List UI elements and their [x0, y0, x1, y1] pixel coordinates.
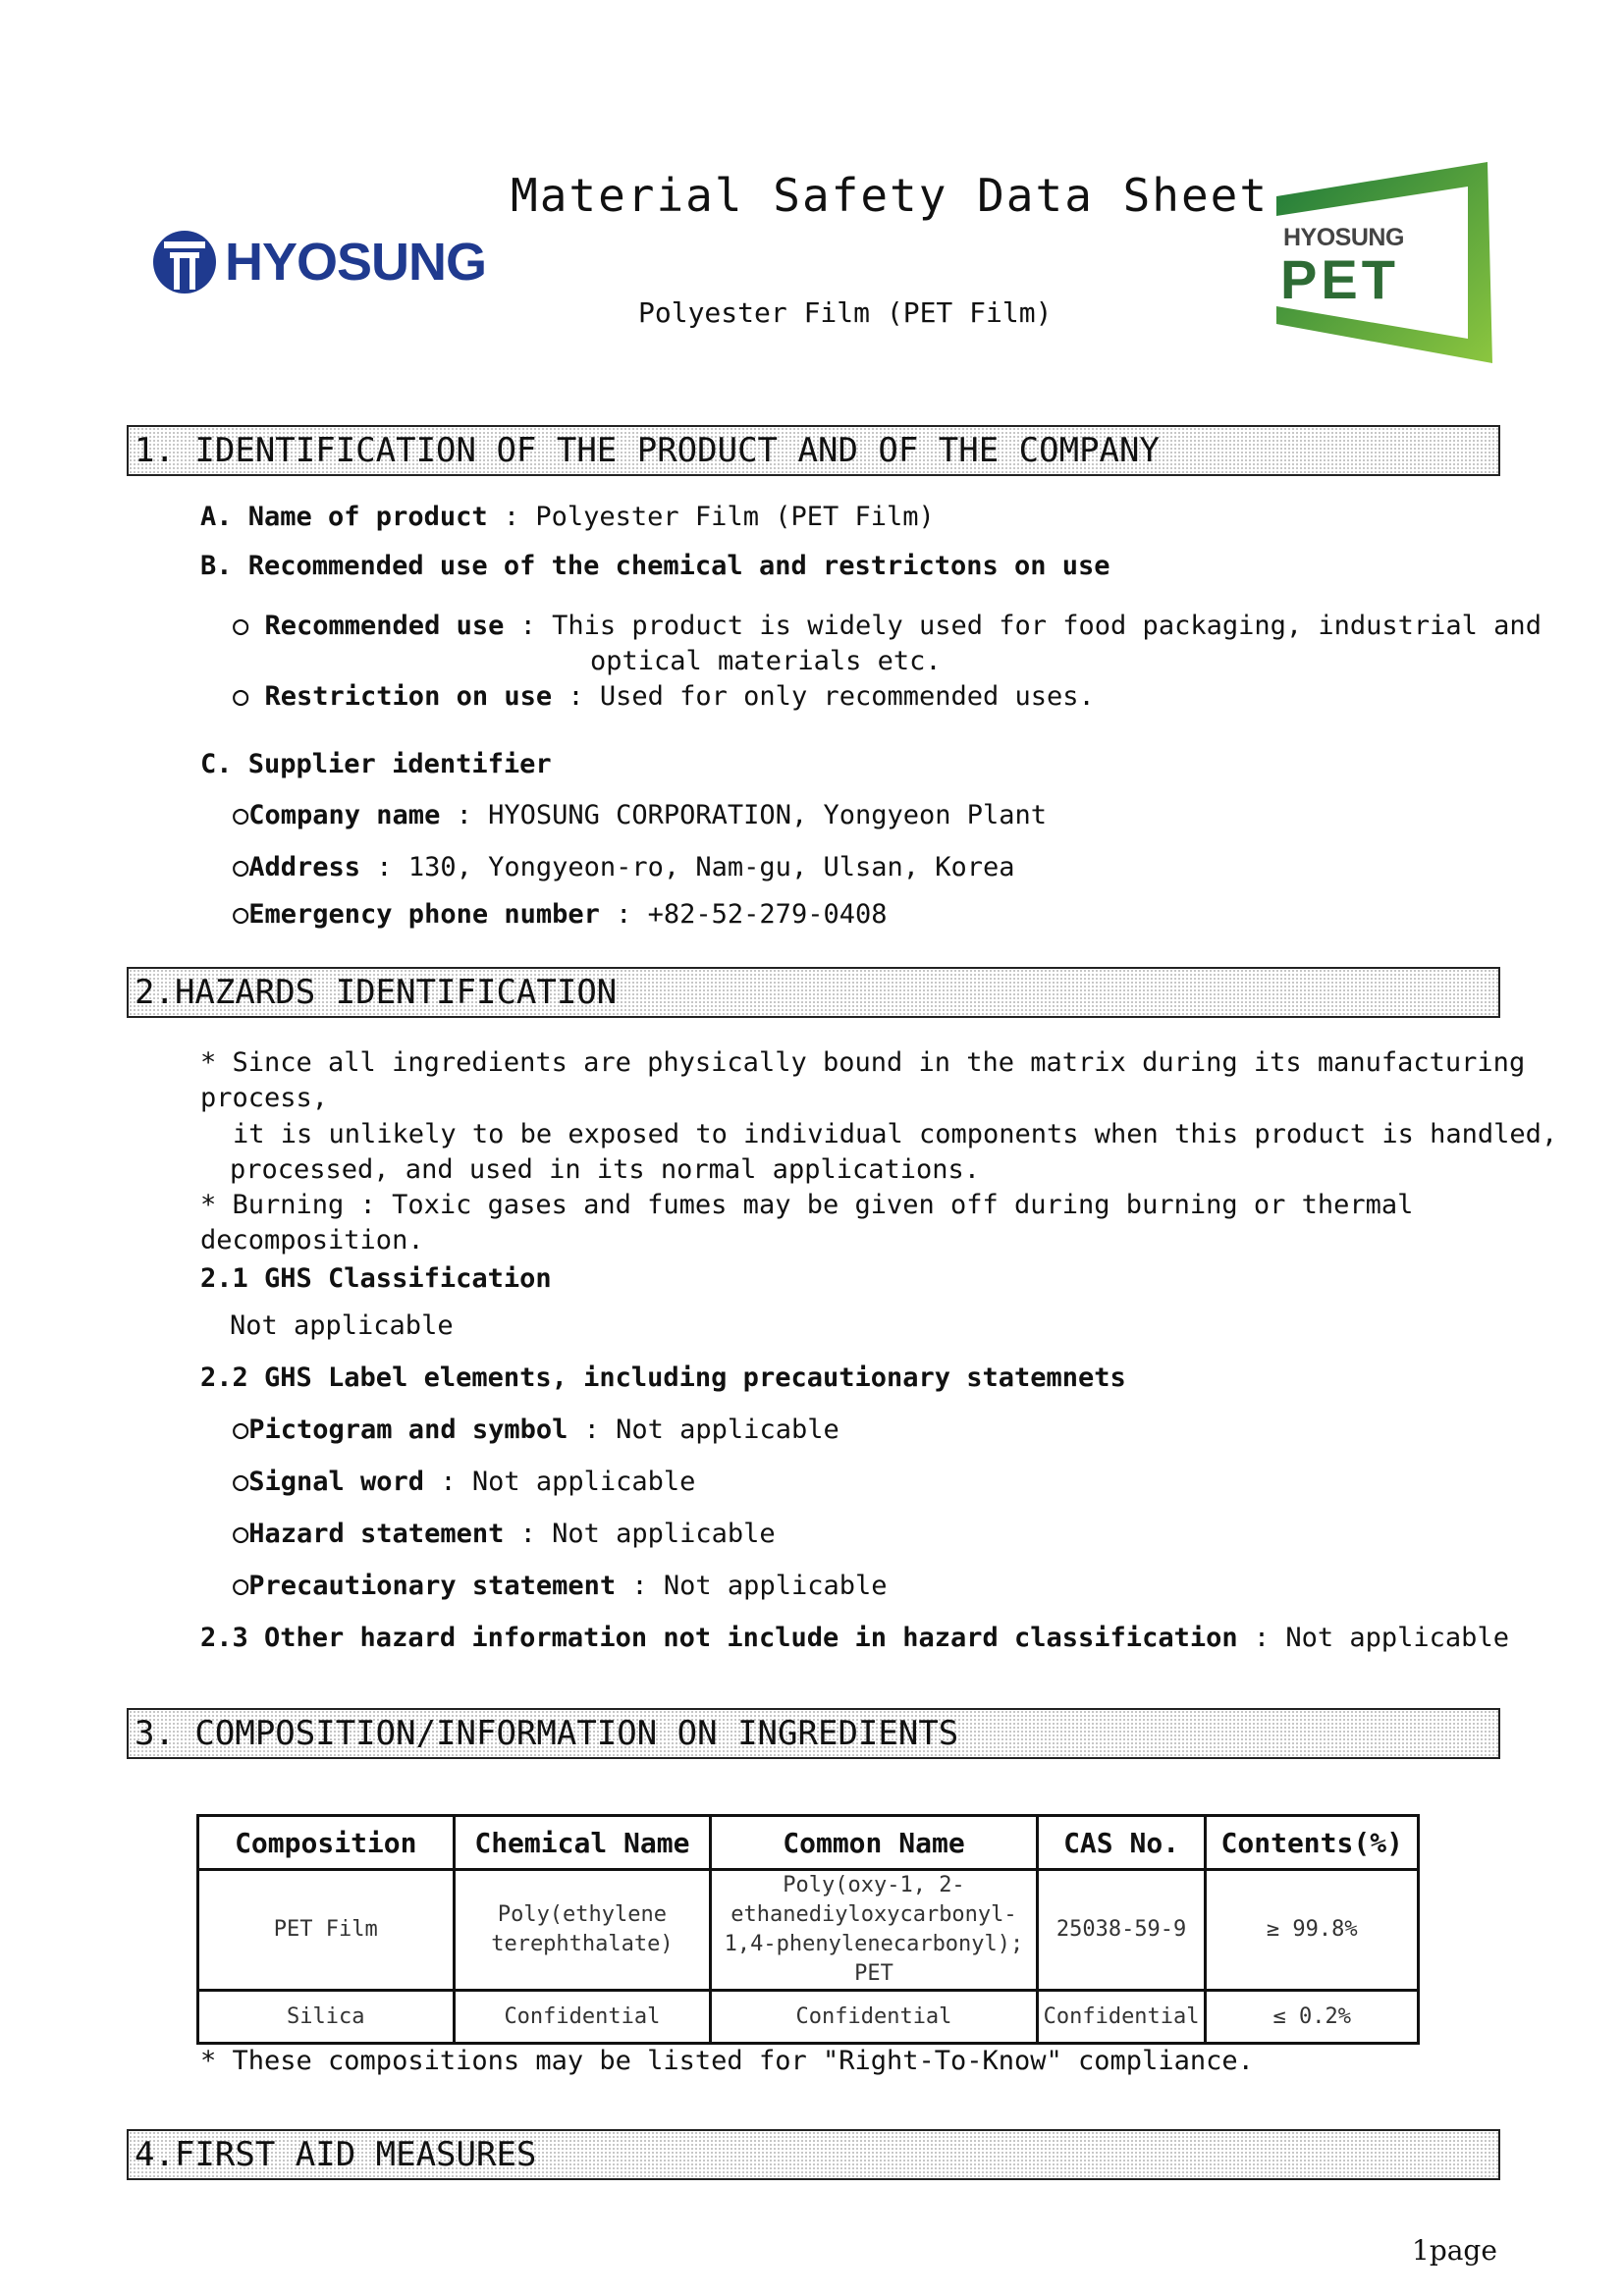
section-2-header	[127, 967, 1500, 1018]
ghs-classification-heading: 2.1 GHS Classification	[200, 1263, 552, 1294]
ghs-label-heading: 2.2 GHS Label elements, including precautionary statemnets	[200, 1362, 1126, 1393]
section-2-title: 2.HAZARDS IDENTIFICATION	[135, 973, 618, 1012]
table-cell: Silica	[198, 1991, 455, 2044]
address-row	[233, 850, 1015, 885]
phone-row	[233, 897, 887, 933]
section-1-header	[127, 425, 1500, 476]
table-cell: ≤ 0.2%	[1206, 1991, 1419, 2044]
section-3-title: 3. COMPOSITION/INFORMATION ON INGREDIENTS	[135, 1714, 959, 1753]
table-cell: 25038-59-9	[1037, 1870, 1206, 1991]
hazard-paragraph-1-cont2: it is unlikely to be exposed to individual components when this product is handled,	[233, 1119, 1558, 1149]
restriction-label: ○ Restriction on use	[233, 681, 553, 712]
table-row	[198, 1870, 1419, 1991]
phone-value: : +82-52-279-0408	[599, 899, 888, 930]
table-row	[198, 1991, 1419, 2044]
signal-word-label: ○Signal word	[233, 1467, 425, 1497]
table-cell: Poly(ethylene terephthalate)	[454, 1870, 711, 1991]
column-header: Common Name	[711, 1816, 1037, 1870]
table-cell: ≥ 99.8%	[1206, 1870, 1419, 1991]
table-cell: Confidential	[1037, 1991, 1206, 2044]
signal-word-row	[233, 1465, 695, 1500]
pictogram-row	[233, 1413, 839, 1448]
other-hazard-row	[200, 1621, 1509, 1656]
section-4-title: 4.FIRST AID MEASURES	[135, 2135, 537, 2174]
hazard-paragraph-1-cont3: processed, and used in its normal applications.	[230, 1154, 981, 1185]
section-4-header	[127, 2129, 1500, 2180]
hazard-statement-label: ○Hazard statement	[233, 1519, 505, 1549]
table-cell: Poly(oxy-1, 2-ethanediyloxycarbonyl-1,4-phenylenecarbonyl); PET	[711, 1870, 1037, 1991]
ghs-classification-value: Not applicable	[230, 1310, 454, 1341]
hazard-statement-value: : Not applicable	[504, 1519, 776, 1549]
hyosung-logo-text: HYOSUNG	[225, 233, 487, 292]
column-header: Composition	[198, 1816, 455, 1870]
hazard-paragraph-2-cont: decomposition.	[200, 1225, 424, 1255]
recommended-use-value-cont: optical materials etc.	[590, 646, 942, 676]
product-name-row	[200, 500, 935, 535]
hyosung-emblem-icon	[152, 224, 217, 300]
company-label: ○Company name	[233, 800, 441, 830]
hazard-paragraph-1: * Since all ingredients are physically bound in the matrix during its manufacturing	[200, 1047, 1526, 1078]
pictogram-value: : Not applicable	[568, 1415, 839, 1445]
company-row	[233, 798, 1047, 833]
page-number: 1page	[1412, 2234, 1497, 2267]
hyosung-logo	[152, 224, 486, 300]
pictogram-label: ○Pictogram and symbol	[233, 1415, 568, 1445]
precautionary-statement-label: ○Precautionary statement	[233, 1571, 617, 1601]
pet-logo-product: PET	[1280, 248, 1399, 310]
supplier-heading: C. Supplier identifier	[200, 749, 552, 779]
document-subtitle: Polyester Film (PET Film)	[638, 296, 1053, 329]
section-1-title: 1. IDENTIFICATION OF THE PRODUCT AND OF THE COMPANY	[135, 431, 1160, 470]
recommended-use-label: ○ Recommended use	[233, 611, 505, 641]
hazard-paragraph-2: * Burning : Toxic gases and fumes may be given off during burning or thermal	[200, 1190, 1414, 1220]
hazard-statement-row	[233, 1517, 776, 1552]
precautionary-statement-row	[233, 1569, 887, 1604]
table-header-row	[198, 1816, 1419, 1870]
column-header: Chemical Name	[454, 1816, 711, 1870]
precautionary-statement-value: : Not applicable	[616, 1571, 888, 1601]
other-hazard-label: 2.3 Other hazard information not include in hazard classification	[200, 1623, 1238, 1653]
hazard-paragraph-1-cont: process,	[200, 1083, 329, 1113]
pet-logo-brand: HYOSUNG	[1283, 224, 1404, 251]
recommended-use-value: : This product is widely used for food packaging, industrial and	[504, 611, 1542, 641]
hyosung-pet-logo	[1267, 157, 1502, 368]
composition-table	[196, 1814, 1420, 2045]
recommended-use-row	[233, 609, 1542, 644]
restriction-row	[233, 679, 1095, 715]
recommended-use-heading: B. Recommended use of the chemical and restrictons on use	[200, 551, 1110, 581]
product-name-value: : Polyester Film (PET Film)	[487, 502, 935, 532]
table-cell: Confidential	[454, 1991, 711, 2044]
signal-word-value: : Not applicable	[424, 1467, 696, 1497]
column-header: Contents(%)	[1206, 1816, 1419, 1870]
other-hazard-value: : Not applicable	[1237, 1623, 1509, 1653]
address-label: ○Address	[233, 852, 361, 882]
table-cell: PET Film	[198, 1870, 455, 1991]
column-header: CAS No.	[1037, 1816, 1206, 1870]
document-title: Material Safety Data Sheet	[511, 169, 1270, 222]
product-name-label: A. Name of product	[200, 502, 488, 532]
phone-label: ○Emergency phone number	[233, 899, 600, 930]
address-value: : 130, Yongyeon-ro, Nam-gu, Ulsan, Korea	[360, 852, 1015, 882]
restriction-value: : Used for only recommended uses.	[552, 681, 1095, 712]
company-value: : HYOSUNG CORPORATION, Yongyeon Plant	[440, 800, 1048, 830]
composition-note: * These compositions may be listed for "Right-To-Know" compliance.	[200, 2046, 1254, 2076]
section-3-header	[127, 1708, 1500, 1759]
table-cell: Confidential	[711, 1991, 1037, 2044]
